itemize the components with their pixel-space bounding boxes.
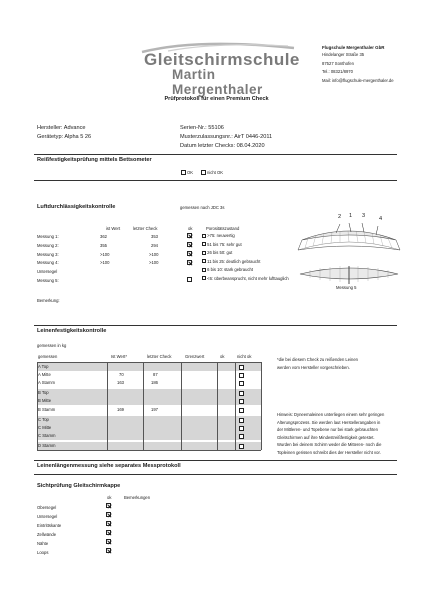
visual-item-ok-checkbox[interactable]	[106, 521, 111, 526]
porosity-row-last: >100	[149, 252, 159, 257]
table-row	[37, 397, 261, 405]
line-strength-unit: gemessen in kg	[37, 343, 67, 348]
nok-checkbox[interactable]	[239, 381, 244, 386]
table-cell-label: A Mitte	[38, 372, 51, 377]
table-cell-label: C Mitte	[38, 425, 52, 430]
legend-text: >75: neuwertig	[207, 233, 235, 238]
nok-checkbox[interactable]	[239, 434, 244, 439]
diagram-label-3: 3	[362, 213, 366, 219]
visual-item-label: Zellwände	[37, 532, 57, 537]
logo	[138, 40, 300, 97]
visual-item-ok-checkbox[interactable]	[106, 548, 111, 553]
legend-text: 26 bis 50: gut	[207, 250, 233, 255]
address-line: 87527 Sonthofen	[322, 60, 354, 66]
porosity-row-label: Messung 1:	[37, 234, 59, 239]
table-cell-label: A Top	[38, 364, 49, 369]
legend-checkbox	[202, 242, 206, 246]
col-state-header: Porositätszustand	[206, 226, 240, 231]
table-row	[37, 442, 261, 450]
table-cell-last: 87	[153, 372, 158, 377]
table-cell-label: B Mitte	[38, 398, 52, 403]
legend-item	[202, 233, 235, 238]
approval-number-field: Musterzulassungsnr.: AirT 0446-2011	[180, 134, 273, 140]
note-line: Hinweis: Dyneemaleinen unterliegen einem sehr geringen	[277, 412, 385, 417]
nok-checkbox[interactable]	[239, 365, 244, 370]
diagram-label-1: 1	[349, 213, 353, 219]
table-cell-last: 197	[151, 407, 158, 412]
tear-ok-label: OK	[187, 170, 194, 175]
line-note-hint	[277, 411, 384, 457]
logo-line1: Gleitschirmschule	[144, 50, 300, 69]
table-cell-label: B Stamm	[38, 407, 56, 412]
legend-checkbox	[202, 251, 206, 255]
legend-item	[202, 259, 260, 264]
manufacturer-field: Hersteller: Advance	[37, 125, 86, 131]
table-header-cell: letzter Check	[147, 354, 172, 359]
table-row	[37, 379, 261, 387]
legend-checkbox	[202, 276, 206, 280]
porosity-row-actual: 355	[100, 243, 107, 248]
table-gridline	[37, 362, 261, 363]
tear-test-title: Reißfestigkeitsprüfung mittels Bettsometer	[37, 157, 152, 163]
table-gridline	[143, 362, 144, 450]
visual-item-label: Nähte	[37, 541, 49, 546]
porosity-row-last: >100	[149, 260, 159, 265]
note-line: Topleinen gerissen schreibt dies der Hersteller nicht vor.	[277, 449, 381, 455]
tear-not-ok-label: nicht OK	[207, 170, 224, 175]
legend-item	[202, 242, 242, 247]
porosity-row-label: Messung 2:	[37, 243, 59, 248]
document-title: Prüfprotokoll für einen Premium Check	[164, 96, 269, 102]
nok-checkbox[interactable]	[239, 426, 244, 431]
table-header-cell: Grenzwert	[185, 354, 205, 359]
divider	[34, 325, 397, 326]
table-row	[37, 406, 261, 414]
line-strength-title: Leinenfestigkeitskontrolle	[37, 328, 107, 334]
visual-item-ok-checkbox[interactable]	[106, 512, 111, 517]
table-gridline	[37, 450, 261, 451]
porosity-row-last: 294	[151, 243, 158, 248]
table-row	[37, 424, 261, 432]
col-actual-header: ist Wert	[106, 226, 121, 231]
visual-item-label: Eintrittskante	[37, 523, 62, 528]
table-header-cell: gemessen	[38, 354, 58, 359]
table-gridline	[235, 362, 236, 450]
table-row	[37, 371, 261, 379]
table-cell-actual: 163	[117, 380, 124, 385]
porosity-measured-note: gemessen nach JDC 3s	[180, 205, 225, 210]
table-header-cell: ok	[220, 354, 225, 359]
table-cell-label: B Top	[38, 390, 49, 395]
table-row	[37, 363, 261, 371]
wing-diagram-graphic	[296, 214, 402, 294]
legend-item	[202, 250, 232, 255]
line-note-required	[277, 356, 358, 372]
address-line: Mail: info@flugschule-mergenthaler.de	[322, 77, 394, 83]
legend-checkbox	[202, 259, 206, 263]
table-row	[37, 432, 261, 440]
table-cell-label: A Stamm	[38, 380, 55, 385]
table-cell-label: D Stamm	[38, 443, 56, 448]
porosity-row-actual: >100	[100, 260, 110, 265]
table-cell-last: 186	[151, 380, 158, 385]
porosity-row-label: Messung 3:	[37, 252, 59, 257]
legend-text: 6 bis 10: stark gebraucht	[207, 267, 254, 272]
porosity-title: Luftdurchlässigkeitskontrolle	[37, 204, 116, 210]
porosity-row-ok-checkbox[interactable]	[187, 260, 192, 265]
legend-item	[202, 267, 253, 272]
visual-item-ok-checkbox[interactable]	[106, 530, 111, 535]
porosity-remarks-label: Bemerkung:	[37, 298, 60, 303]
tear-ok-checkbox[interactable]	[181, 170, 186, 175]
porosity-row-label: Messung 5:	[37, 278, 59, 283]
porosity-row-actual: >100	[100, 252, 110, 257]
note-line: werden vom Hersteller vorgeschrieben.	[277, 365, 350, 370]
legend-checkbox	[202, 268, 206, 272]
table-cell-actual: 169	[117, 407, 124, 412]
visual-item-ok-checkbox[interactable]	[106, 503, 111, 508]
nok-checkbox[interactable]	[239, 391, 244, 396]
divider	[34, 474, 397, 475]
table-gridline	[37, 362, 38, 450]
visual-col-remarks: Bemerkungen	[124, 495, 151, 500]
nok-checkbox[interactable]	[239, 399, 244, 404]
nok-checkbox[interactable]	[239, 418, 244, 423]
note-line: Gleitschirmen auf ihre Mindestreißfestigkeit getestet.	[277, 434, 375, 440]
logo-line2: Martin Mergenthaler	[172, 67, 263, 97]
nok-checkbox[interactable]	[239, 408, 244, 413]
nok-checkbox[interactable]	[239, 444, 244, 449]
col-last-header: letzter Check	[133, 226, 158, 231]
nok-checkbox[interactable]	[239, 373, 244, 378]
table-row	[37, 389, 261, 397]
note-line: *die bei diesem Check zu reißenden Leinen	[277, 357, 359, 362]
last-check-date-field: Datum letzter Checks: 08.04.2020	[180, 143, 265, 149]
note-line: Wurden bei deinem Schirm weder die Mitteren- noch die	[277, 442, 382, 448]
diagram-label-2: 2	[338, 214, 342, 220]
table-cell-label: C Stamm	[38, 433, 56, 438]
table-header-row	[37, 353, 261, 361]
visual-item-label: Untersegel	[37, 514, 58, 519]
porosity-row-ok-checkbox[interactable]	[187, 277, 192, 282]
legend-checkbox	[202, 234, 206, 238]
device-type-field: Gerätetyp: Alpha 5 26	[37, 134, 92, 140]
diagram-label-measurement-5: Messung 5	[336, 285, 357, 290]
legend-item	[202, 276, 289, 281]
porosity-row-ok-checkbox[interactable]	[187, 233, 192, 238]
legend-text: 51 bis 75: sehr gut	[207, 241, 242, 247]
legend-text: <6: überbeansprucht, nicht mehr lufttauglich	[207, 275, 289, 281]
porosity-row-label: Messung 4:	[37, 260, 59, 265]
diagram-label-4: 4	[379, 216, 383, 222]
visual-col-ok: ok	[107, 495, 112, 500]
tear-not-ok-checkbox[interactable]	[201, 170, 206, 175]
table-gridline	[261, 362, 262, 450]
company-address-block	[322, 44, 394, 85]
note-line: der Mittleren- und Topebene nur bei stark gebrauchten	[277, 427, 378, 433]
table-header-cell: Ist Wert*	[111, 354, 127, 359]
table-cell-label: C Top	[38, 417, 49, 422]
porosity-row-actual: 362	[100, 234, 107, 239]
visual-item-label: Obersegel	[37, 505, 57, 510]
wing-diagram	[296, 214, 402, 294]
porosity-row-ok-checkbox[interactable]	[187, 242, 192, 247]
note-line: Alterungsprozess. Sie werden laut Herstellerangaben in	[277, 419, 381, 425]
porosity-row-last: 353	[151, 234, 158, 239]
company-name: Flugschule Mergenthaler GbR	[322, 45, 385, 50]
visual-item-label: Loops	[37, 550, 49, 555]
table-row	[37, 416, 261, 424]
address-line: Hindelanger Straße 35	[322, 52, 365, 57]
table-gridline	[181, 362, 182, 450]
table-gridline	[217, 362, 218, 450]
visual-item-ok-checkbox[interactable]	[106, 539, 111, 544]
line-length-title: Leinenlängenmessung siehe separates Messprotokoll	[37, 463, 181, 469]
table-gridline	[107, 362, 108, 450]
table-header-cell: nicht ok	[237, 354, 252, 359]
address-line: Tel.: 08321/8970	[322, 69, 353, 74]
visual-inspection-title: Sichtprüfung Gleitschirmkappe	[37, 483, 121, 489]
serial-number-field: Serien-Nr.: 55106	[180, 125, 224, 131]
table-cell-actual: 70	[119, 372, 124, 377]
divider	[34, 180, 397, 181]
porosity-row-label: Untersegel	[37, 269, 58, 274]
col-ok-header: ok	[188, 226, 193, 231]
divider	[34, 460, 397, 461]
divider	[34, 154, 397, 155]
porosity-row-ok-checkbox[interactable]	[187, 251, 192, 256]
legend-text: 11 bis 25: deutlich gebraucht	[207, 258, 261, 264]
